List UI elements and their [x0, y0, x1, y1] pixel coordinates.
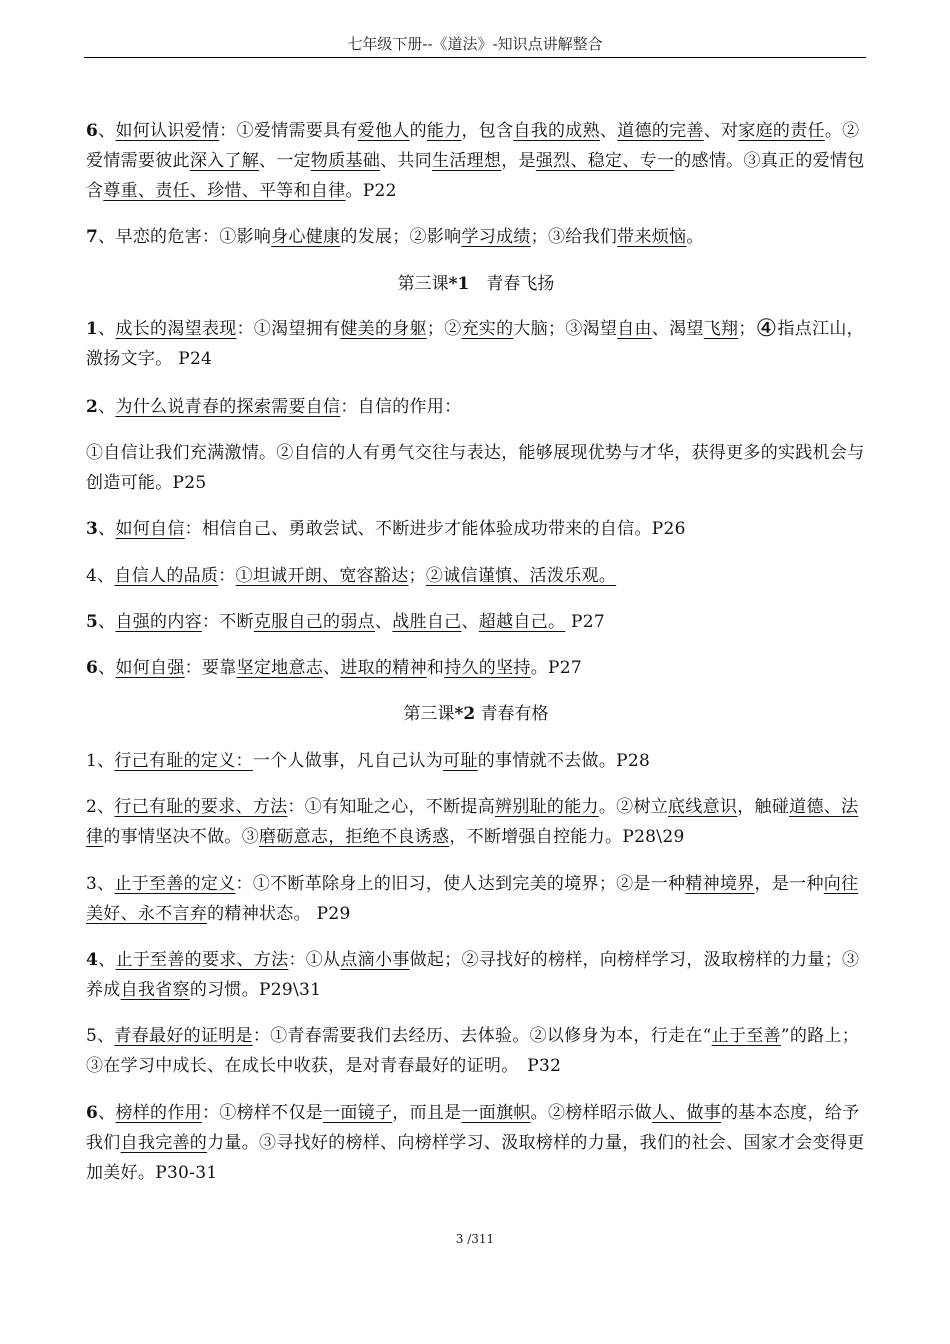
underlined-keyword: 持久的坚持 — [444, 658, 531, 678]
text-run: 的感情。③真正的爱情包含 — [86, 151, 865, 201]
text-run: 、 — [98, 612, 116, 632]
text-run: ，而且是 — [392, 1103, 462, 1123]
text-run: 6 — [86, 658, 99, 678]
underlined-keyword: 向往美好、永不言弃 — [86, 874, 859, 924]
text-run: ； — [408, 566, 426, 586]
text-run: 、 — [599, 121, 618, 141]
text-run: 、一定 — [259, 151, 311, 171]
underlined-keyword: 自由 — [617, 319, 652, 339]
text-run: 1、 — [86, 751, 115, 771]
underlined-keyword: 带来烦恼 — [617, 227, 687, 247]
text-run: 4、 — [86, 566, 115, 586]
text-run: ①自信让我们充满激情。②自信的人有勇气交往与表达，能够展现优势与才华，获得更多的实践机会与创造可能。P25 — [86, 443, 865, 493]
underlined-keyword: 磨砺意志，拒绝不良诱惑 — [259, 827, 450, 847]
underlined-keyword: 尊重、责任、珍惜、平等和自律 — [103, 181, 346, 201]
paragraph-confidence-role — [86, 438, 866, 498]
text-run: 的基本态度，给予我们 — [86, 1103, 860, 1153]
text-run: 。P27 — [530, 658, 582, 678]
underlined-keyword: 青春最好的证明是 — [114, 1026, 253, 1046]
text-run: 一个人做事，凡自己认为 — [252, 751, 444, 771]
underlined-keyword: 充实的 — [461, 319, 514, 339]
underlined-keyword: 飞翔 — [703, 319, 739, 339]
text-run: ；③给我们 — [530, 227, 618, 247]
text-run: 5、 — [86, 1026, 115, 1046]
text-run: 6 — [86, 121, 99, 141]
paragraph-shame-definition — [86, 746, 866, 776]
underlined-keyword: 行己有耻的定义： — [114, 751, 253, 771]
section-heading-1 — [86, 269, 866, 299]
text-run: 的发展；②影响 — [340, 227, 462, 247]
underlined-keyword: 底线意识 — [668, 797, 738, 817]
text-run: 、 — [374, 612, 393, 632]
underlined-keyword: 道德、法律 — [86, 797, 859, 847]
text-run: 。P22 — [345, 181, 397, 201]
text-run: ：①从 — [288, 950, 341, 970]
text-run: ：①爱情需要具有 — [219, 121, 358, 141]
text-run: 。②树立 — [598, 797, 669, 817]
underlined-keyword: 物质基础 — [310, 151, 381, 171]
underlined-keyword: 家庭的责任 — [738, 121, 825, 141]
underlined-keyword: 自信人的品质 — [114, 566, 219, 586]
text-run: 2、 — [86, 797, 115, 817]
underlined-keyword: 点滴小事 — [340, 950, 410, 970]
text-run: 、 — [98, 658, 116, 678]
underlined-keyword: 自强的内容 — [115, 612, 202, 632]
text-run: 、 — [98, 950, 116, 970]
underlined-keyword: 人、做事 — [651, 1103, 721, 1123]
text-run: 、 — [98, 121, 116, 141]
text-run: ：不断 — [201, 612, 254, 632]
underlined-keyword: 可耻 — [443, 751, 478, 771]
underlined-keyword: 身心健康 — [271, 227, 341, 247]
underlined-keyword: 学习成绩 — [461, 227, 531, 247]
underlined-keyword: 克服自己的弱点 — [253, 612, 375, 632]
paragraph-how-self-strength — [86, 653, 866, 683]
text-run: 做起；②寻找好的榜样，向榜样学习，汲取榜样的力量；③养成 — [86, 950, 860, 1000]
text-run: ：①不断革除身上的旧习，使人达到完美的境界；②是一种 — [235, 874, 686, 894]
underlined-keyword: 如何自强 — [115, 658, 185, 678]
text-run: ，包含 — [461, 121, 514, 141]
circled-number: ④ — [755, 314, 778, 342]
text-run: 5 — [86, 612, 99, 632]
text-run: 青春飞扬 — [469, 274, 555, 294]
underlined-keyword: 自我的成熟 — [513, 121, 600, 141]
paragraph-confidence-why — [86, 392, 866, 422]
text-run: 4 — [86, 950, 99, 970]
text-run: 2 — [86, 397, 99, 417]
text-run: P27 — [565, 612, 605, 632]
underlined-keyword: 精神境界 — [685, 874, 755, 894]
text-run: 、 — [98, 1103, 116, 1123]
page-number: 3 /311 — [455, 1232, 495, 1246]
text-run: 、渴望 — [651, 319, 704, 339]
underlined-keyword: 爱他人 — [357, 121, 410, 141]
text-run: *2 — [454, 704, 476, 724]
text-run: 3、 — [86, 874, 115, 894]
underlined-keyword: ②诚信谨慎、活泼乐观。 — [425, 566, 617, 586]
paragraph-confident-qualities — [86, 561, 866, 591]
underlined-keyword: 坚定地意志 — [236, 658, 324, 678]
text-run: ；② — [426, 319, 462, 339]
text-run: 、 — [98, 397, 116, 417]
text-run: 力量。③寻找好的榜样、向榜样学习、汲取榜样的力量，我们的社会、国家才会变得更加美好。P30-31 — [86, 1133, 865, 1183]
text-run: 的事情坚决不做。③ — [103, 827, 260, 847]
text-run: 、 — [323, 658, 341, 678]
paragraph-self-strength — [86, 607, 866, 637]
text-run: 的精神状态。 P29 — [207, 904, 351, 924]
text-run: 大脑；③渴望 — [513, 319, 618, 339]
text-run: 的习惯。P29\31 — [189, 980, 322, 1000]
underlined-keyword: 止于至善的定义 — [114, 874, 236, 894]
underlined-keyword: 辨别耻的能力 — [495, 797, 599, 817]
underlined-keyword: 深入了解 — [189, 151, 260, 171]
page-header: 七年级下册--《道法》-知识点讲解整合 — [347, 35, 603, 53]
underlined-keyword: 成长的渴望表现 — [115, 319, 237, 339]
underlined-keyword: 一面镜子 — [323, 1103, 393, 1123]
text-run: 3 — [86, 519, 99, 539]
text-run: ：①青春需要我们去经历、去体验。②以修身为本，行走在“ — [252, 1026, 712, 1046]
paragraph-youth-proof — [86, 1021, 866, 1081]
paragraph-growth — [86, 313, 866, 374]
underlined-keyword: 如何自信 — [115, 519, 185, 539]
text-run: 1 — [86, 319, 99, 339]
paragraph-perfection-definition — [86, 869, 866, 929]
text-run: 和 — [426, 658, 445, 678]
text-run: ”的路上；③在学习中成长、在成长中收获，是对青春最好的证明。 P32 — [86, 1026, 860, 1076]
text-run: 的 — [409, 121, 427, 141]
text-run: 、 — [98, 519, 116, 539]
underlined-keyword: 健美的身躯 — [340, 319, 427, 339]
text-run: 6 — [86, 1103, 99, 1123]
text-run: 的事情就不去做。P28 — [477, 751, 651, 771]
paragraph-shame-methods — [86, 792, 866, 852]
text-run: ：自信的作用： — [340, 397, 462, 417]
text-run: ：①榜样不仅是 — [201, 1103, 324, 1123]
underlined-keyword: 进取的精神 — [340, 658, 427, 678]
underlined-keyword: 能力 — [426, 121, 462, 141]
underlined-keyword: 自我省察 — [120, 980, 190, 1000]
text-run: 、共同 — [380, 151, 433, 171]
paragraph-early-love — [86, 222, 866, 252]
header-divider — [84, 57, 866, 58]
underlined-keyword: 止于至善的要求、方法 — [115, 950, 289, 970]
section-heading-2 — [86, 699, 866, 729]
underlined-keyword: 为什么说青春的探索需要自信 — [115, 397, 341, 417]
text-run: 、 — [98, 319, 116, 339]
text-run: ：①有知耻之心，不断提高 — [287, 797, 496, 817]
text-run: 、早恋的危害：①影响 — [98, 227, 272, 247]
underlined-keyword: 强烈、稳定、专一 — [535, 151, 675, 171]
underlined-keyword: 一面旗帜 — [461, 1103, 531, 1123]
text-run: ，不断增强自控能力。P28\29 — [449, 827, 685, 847]
underlined-keyword: ①坦诚开朗、宽容豁达 — [235, 566, 409, 586]
text-run: *1 — [448, 274, 470, 294]
underlined-keyword: 自我完善的 — [120, 1133, 208, 1153]
text-run: ：相信自己、勇敢尝试、不断进步才能体验成功带来的自信。P26 — [184, 519, 686, 539]
text-run: 。②爱情需要彼此 — [86, 121, 860, 171]
text-run: ，是 — [501, 151, 536, 171]
text-run: 。②榜样昭示做 — [530, 1103, 652, 1123]
text-run: 、对 — [703, 121, 739, 141]
text-run: 第三课 — [403, 704, 455, 724]
text-run: ，是一种 — [754, 874, 824, 894]
paragraph-role-models — [86, 1098, 866, 1188]
underlined-keyword: 道德的完善 — [617, 121, 704, 141]
underlined-keyword: 超越自己。 — [478, 612, 566, 632]
text-run: 第三课 — [397, 274, 449, 294]
underlined-keyword: 如何认识爱情 — [115, 121, 220, 141]
text-run: 。 — [686, 227, 704, 247]
paragraph-perfection-methods — [86, 945, 866, 1005]
text-run: ； — [738, 319, 756, 339]
paragraph-love — [86, 116, 866, 206]
underlined-keyword: 榜样的作用 — [115, 1103, 202, 1123]
underlined-keyword: 止于至善 — [711, 1026, 781, 1046]
text-run: 、 — [461, 612, 479, 632]
underlined-keyword: 生活理想 — [432, 151, 502, 171]
text-run: 7 — [86, 227, 99, 247]
underlined-keyword: 战胜自己 — [392, 612, 462, 632]
text-run: ：①渴望拥有 — [236, 319, 341, 339]
text-run: ：要靠 — [184, 658, 237, 678]
underlined-keyword: 行己有耻的要求、方法 — [114, 797, 288, 817]
text-run: ，触碰 — [737, 797, 790, 817]
paragraph-how-confident — [86, 514, 866, 544]
text-run: ： — [218, 566, 236, 586]
text-run: 青春有格 — [475, 704, 549, 724]
text-run: 指点江山，激扬文字。 P24 — [86, 319, 864, 369]
